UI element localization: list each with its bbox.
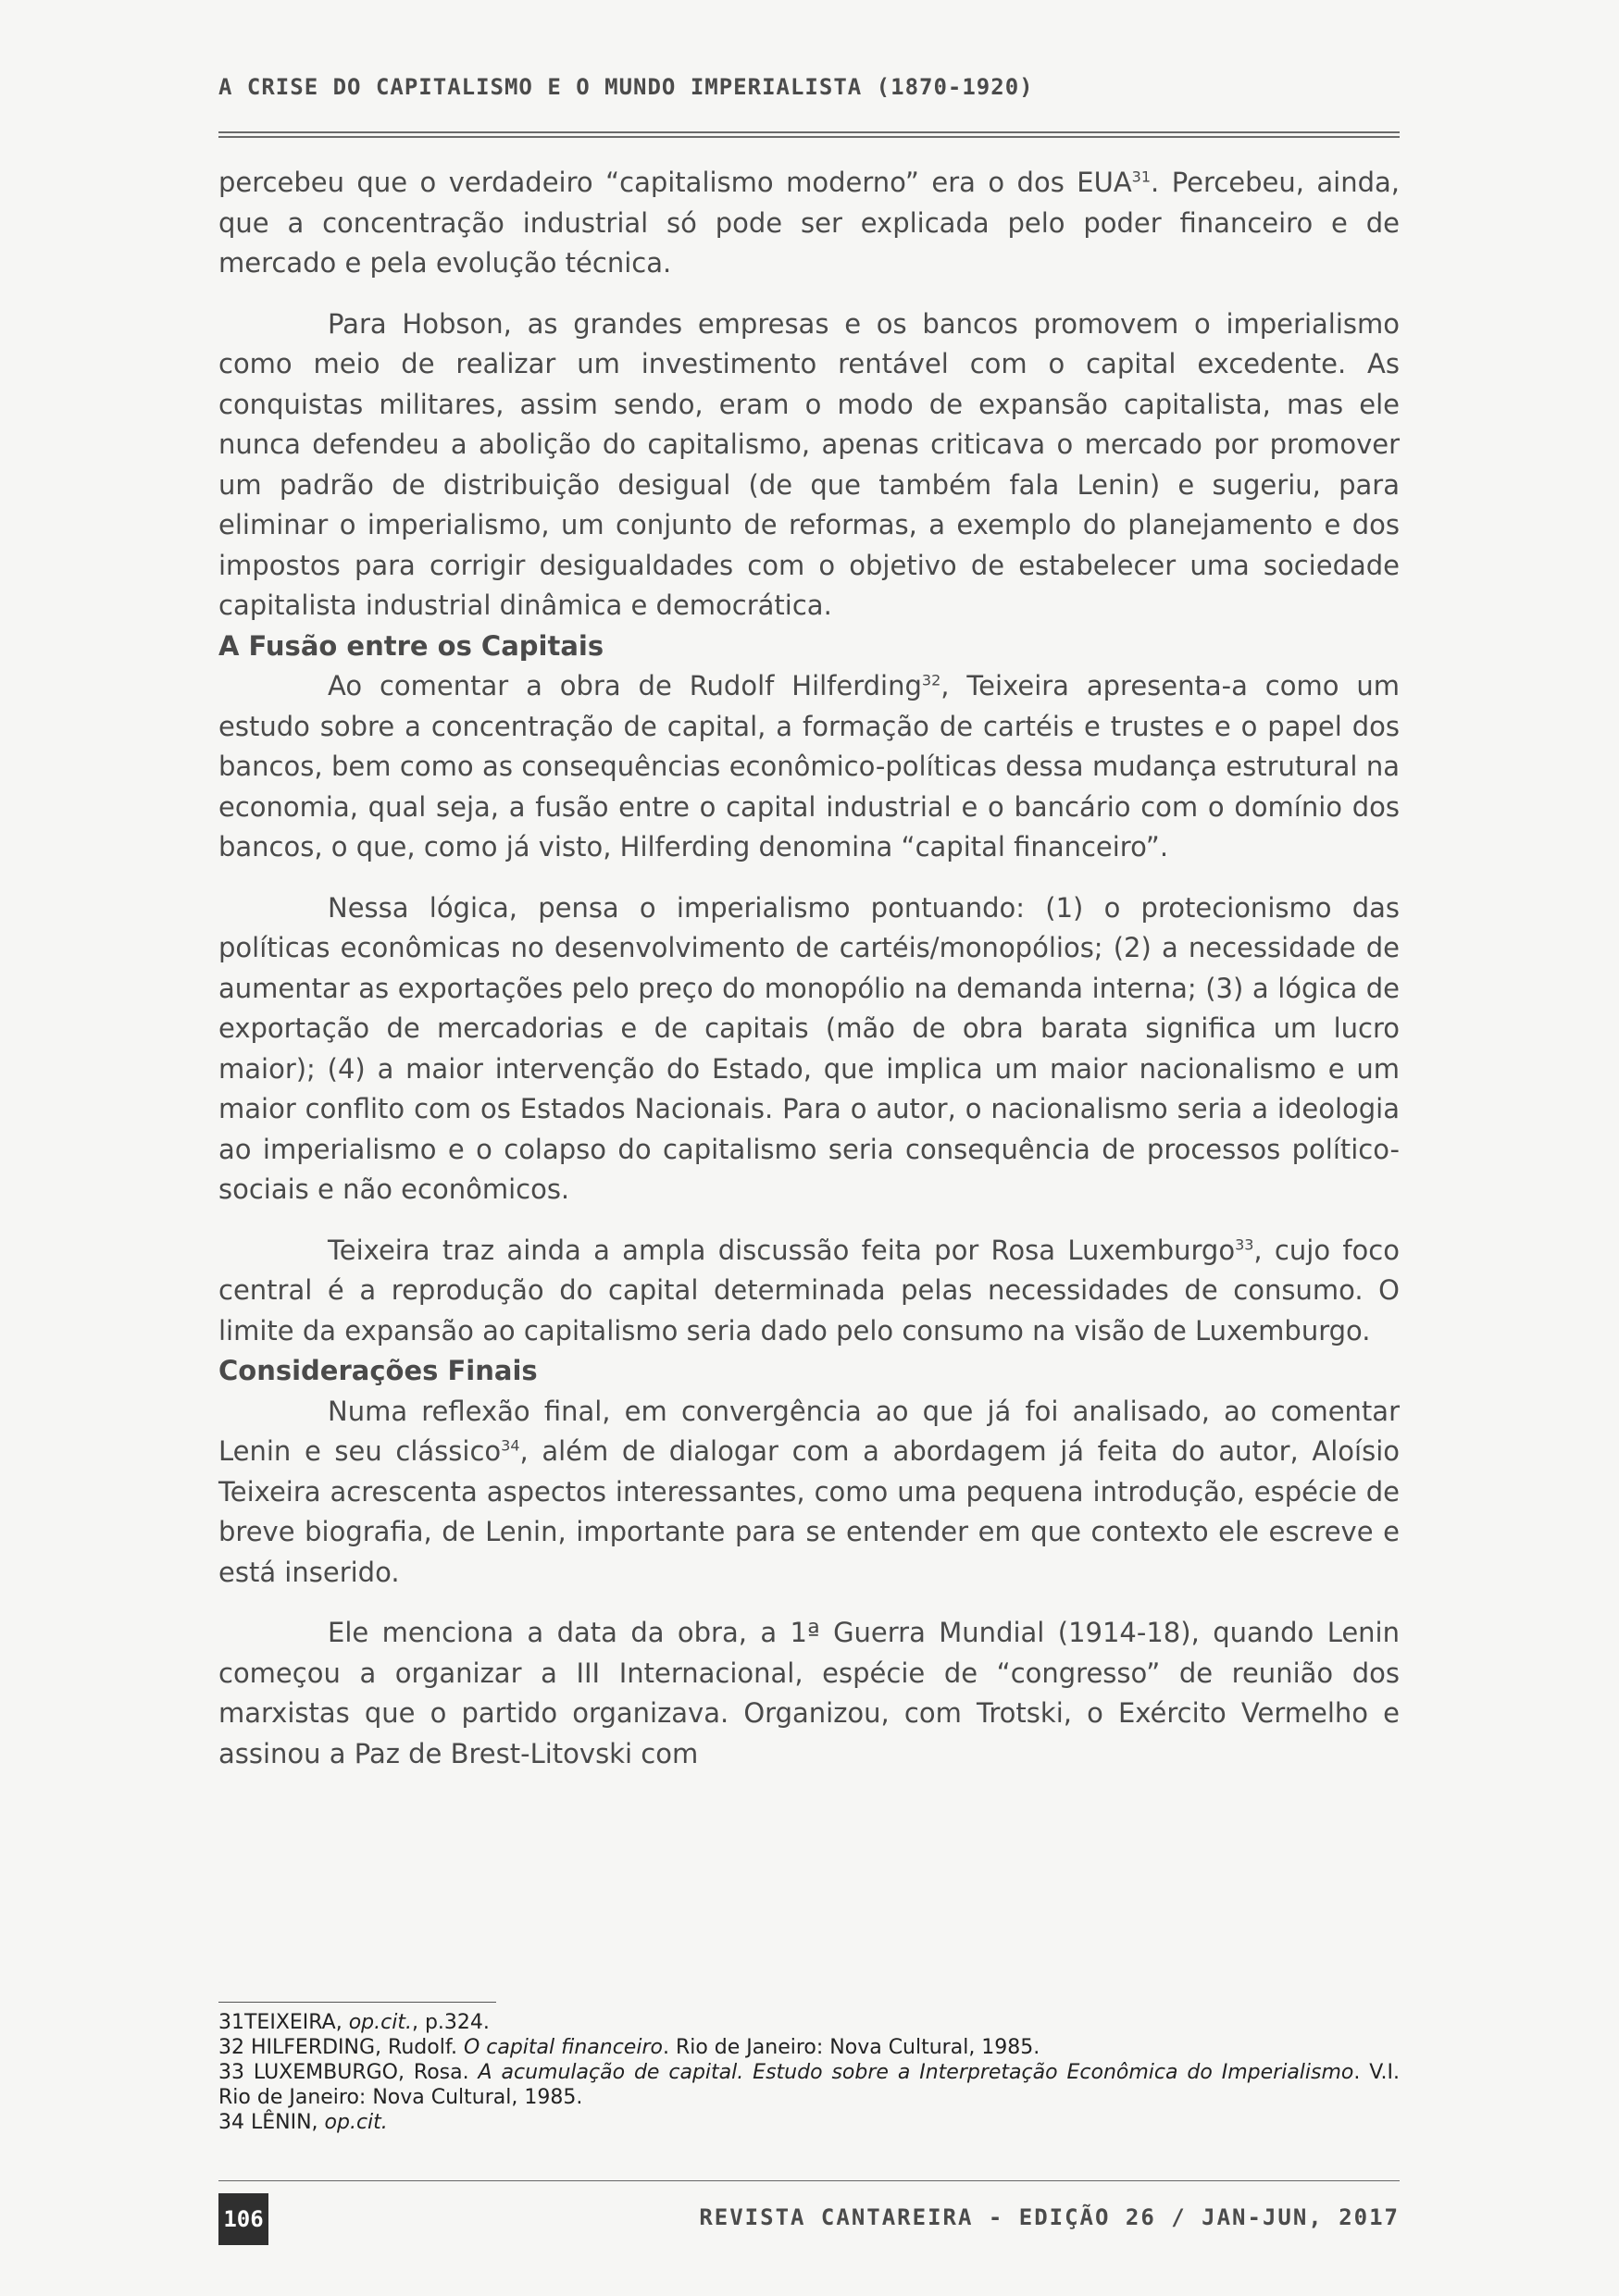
footnote-ref-32[interactable]: 32: [921, 671, 941, 689]
paragraph-3: Ao comentar a obra de Rudolf Hilferding$^{32}$, Teixeira apresenta-a como um estudo sobre a concentração de capital, a formação de cartéis e trustes e o papel dos bancos, bem como as consequências econômico-políticas dessa mudança estrutural na economia, qual seja, a fusão entre o capital industrial e o bancário com o domínio dos bancos, o que, como já visto, Hilferding denomina “capital financeiro”.: [218, 670, 1400, 863]
page-number-badge: 106: [218, 2193, 268, 2245]
article-body: [218, 163, 1400, 1774]
paragraph-5: Teixeira traz ainda a ampla discussão feita por Rosa Luxemburgo$^{33}$, cujo foco central é a reprodução do capital determinada pelas necessidades de consumo. O limite da expansão ao capitalismo seria dado pelo consumo na visão de Luxemburgo.: [218, 1234, 1400, 1347]
section-heading-fusao: A Fusão entre os Capitais: [218, 629, 604, 662]
paragraph-2: Para Hobson, as grandes empresas e os bancos promovem o imperialismo como meio de realizar um investimento rentável com o capital excedente. As conquistas militares, assim sendo, eram o modo de expansão capitalista, mas ele nunca defendeu a abolição do capitalismo, apenas criticava o mercado por promover um padrão de distribuição desigual (de que também fala Lenin) e sugeriu, para eliminar o imperialismo, um conjunto de reformas, a exemplo do planejamento e dos impostos para corrigir desigualdades com o objetivo de estabelecer uma sociedade capitalista industrial dinâmica e democrática.: [218, 307, 1400, 621]
footnote-separator: [218, 2002, 496, 2003]
paragraph-4: Nessa lógica, pensa o imperialismo pontuando: (1) o protecionismo das políticas econômicas no desenvolvimento de cartéis/monopólios; (2) a necessidade de aumentar as exportações pelo preço do monopólio na demanda interna; (3) a lógica de exportação de mercadorias e de capitais (mão de obra barata significa um lucro maior); (4) a maior intervenção do Estado, que implica um maior nacionalismo e um maior conflito com os Estados Nacionais. Para o autor, o nacionalismo seria a ideologia ao imperialismo e o colapso do capitalismo seria consequência de processos político-sociais e não econômicos.: [218, 891, 1400, 1205]
paragraph-1: percebeu que o verdadeiro “capitalismo moderno” era o dos EUA$^{31}$. Percebeu, ainda, que a concentração industrial só pode ser explicada pelo poder financeiro e de mercado e pela evolução técnica.: [218, 167, 1400, 279]
footer-rule: [218, 2180, 1400, 2181]
paragraph-6: Numa reflexão final, em convergência ao que já foi analisado, ao comentar Lenin e seu clássico$^{34}$, além de dialogar com a abordagem já feita do autor, Aloísio Teixeira acrescenta aspectos interessantes, como uma pequena introdução, espécie de breve biografia, de Lenin, importante para se entender em que contexto ele escreve e está inserido.: [218, 1395, 1401, 1588]
footnote-33: 33 LUXEMBURGO, Rosa. A acumulação de capital. Estudo sobre a Interpretação Econômica do Imperialismo. V.I. Rio de Janeiro: Nova Cultural, 1985.: [218, 2061, 1400, 2109]
footnote-34: 34 LÊNIN, op.cit.: [218, 2111, 388, 2134]
footnote-ref-33[interactable]: 33: [1235, 1235, 1254, 1253]
header-double-rule: [218, 131, 1400, 138]
footnotes: [218, 2002, 1400, 2135]
footnote-32: 32 HILFERDING, Rudolf. O capital financeiro. Rio de Janeiro: Nova Cultural, 1985.: [218, 2036, 1040, 2059]
running-footer-journal: REVISTA CANTAREIRA - EDIÇÃO 26 / JAN-JUN, 2017: [699, 2204, 1400, 2230]
section-heading-consideracoes: Considerações Finais: [218, 1355, 538, 1386]
running-header-title: A CRISE DO CAPITALISMO E O MUNDO IMPERIALISTA (1870-1920): [218, 74, 1034, 100]
footnote-ref-31[interactable]: 31: [1131, 168, 1152, 186]
footnote-31: 31TEIXEIRA, op.cit., p.324.: [218, 2011, 490, 2034]
footnote-ref-34[interactable]: 34: [501, 1436, 520, 1455]
paragraph-7: Ele menciona a data da obra, a 1ª Guerra Mundial (1914-18), quando Lenin começou a organizar a III Internacional, espécie de “congresso” de reunião dos marxistas que o partido organizava. Organizou, com Trotski, o Exército Vermelho e assinou a Paz de Brest-Litovski com: [218, 1617, 1400, 1769]
